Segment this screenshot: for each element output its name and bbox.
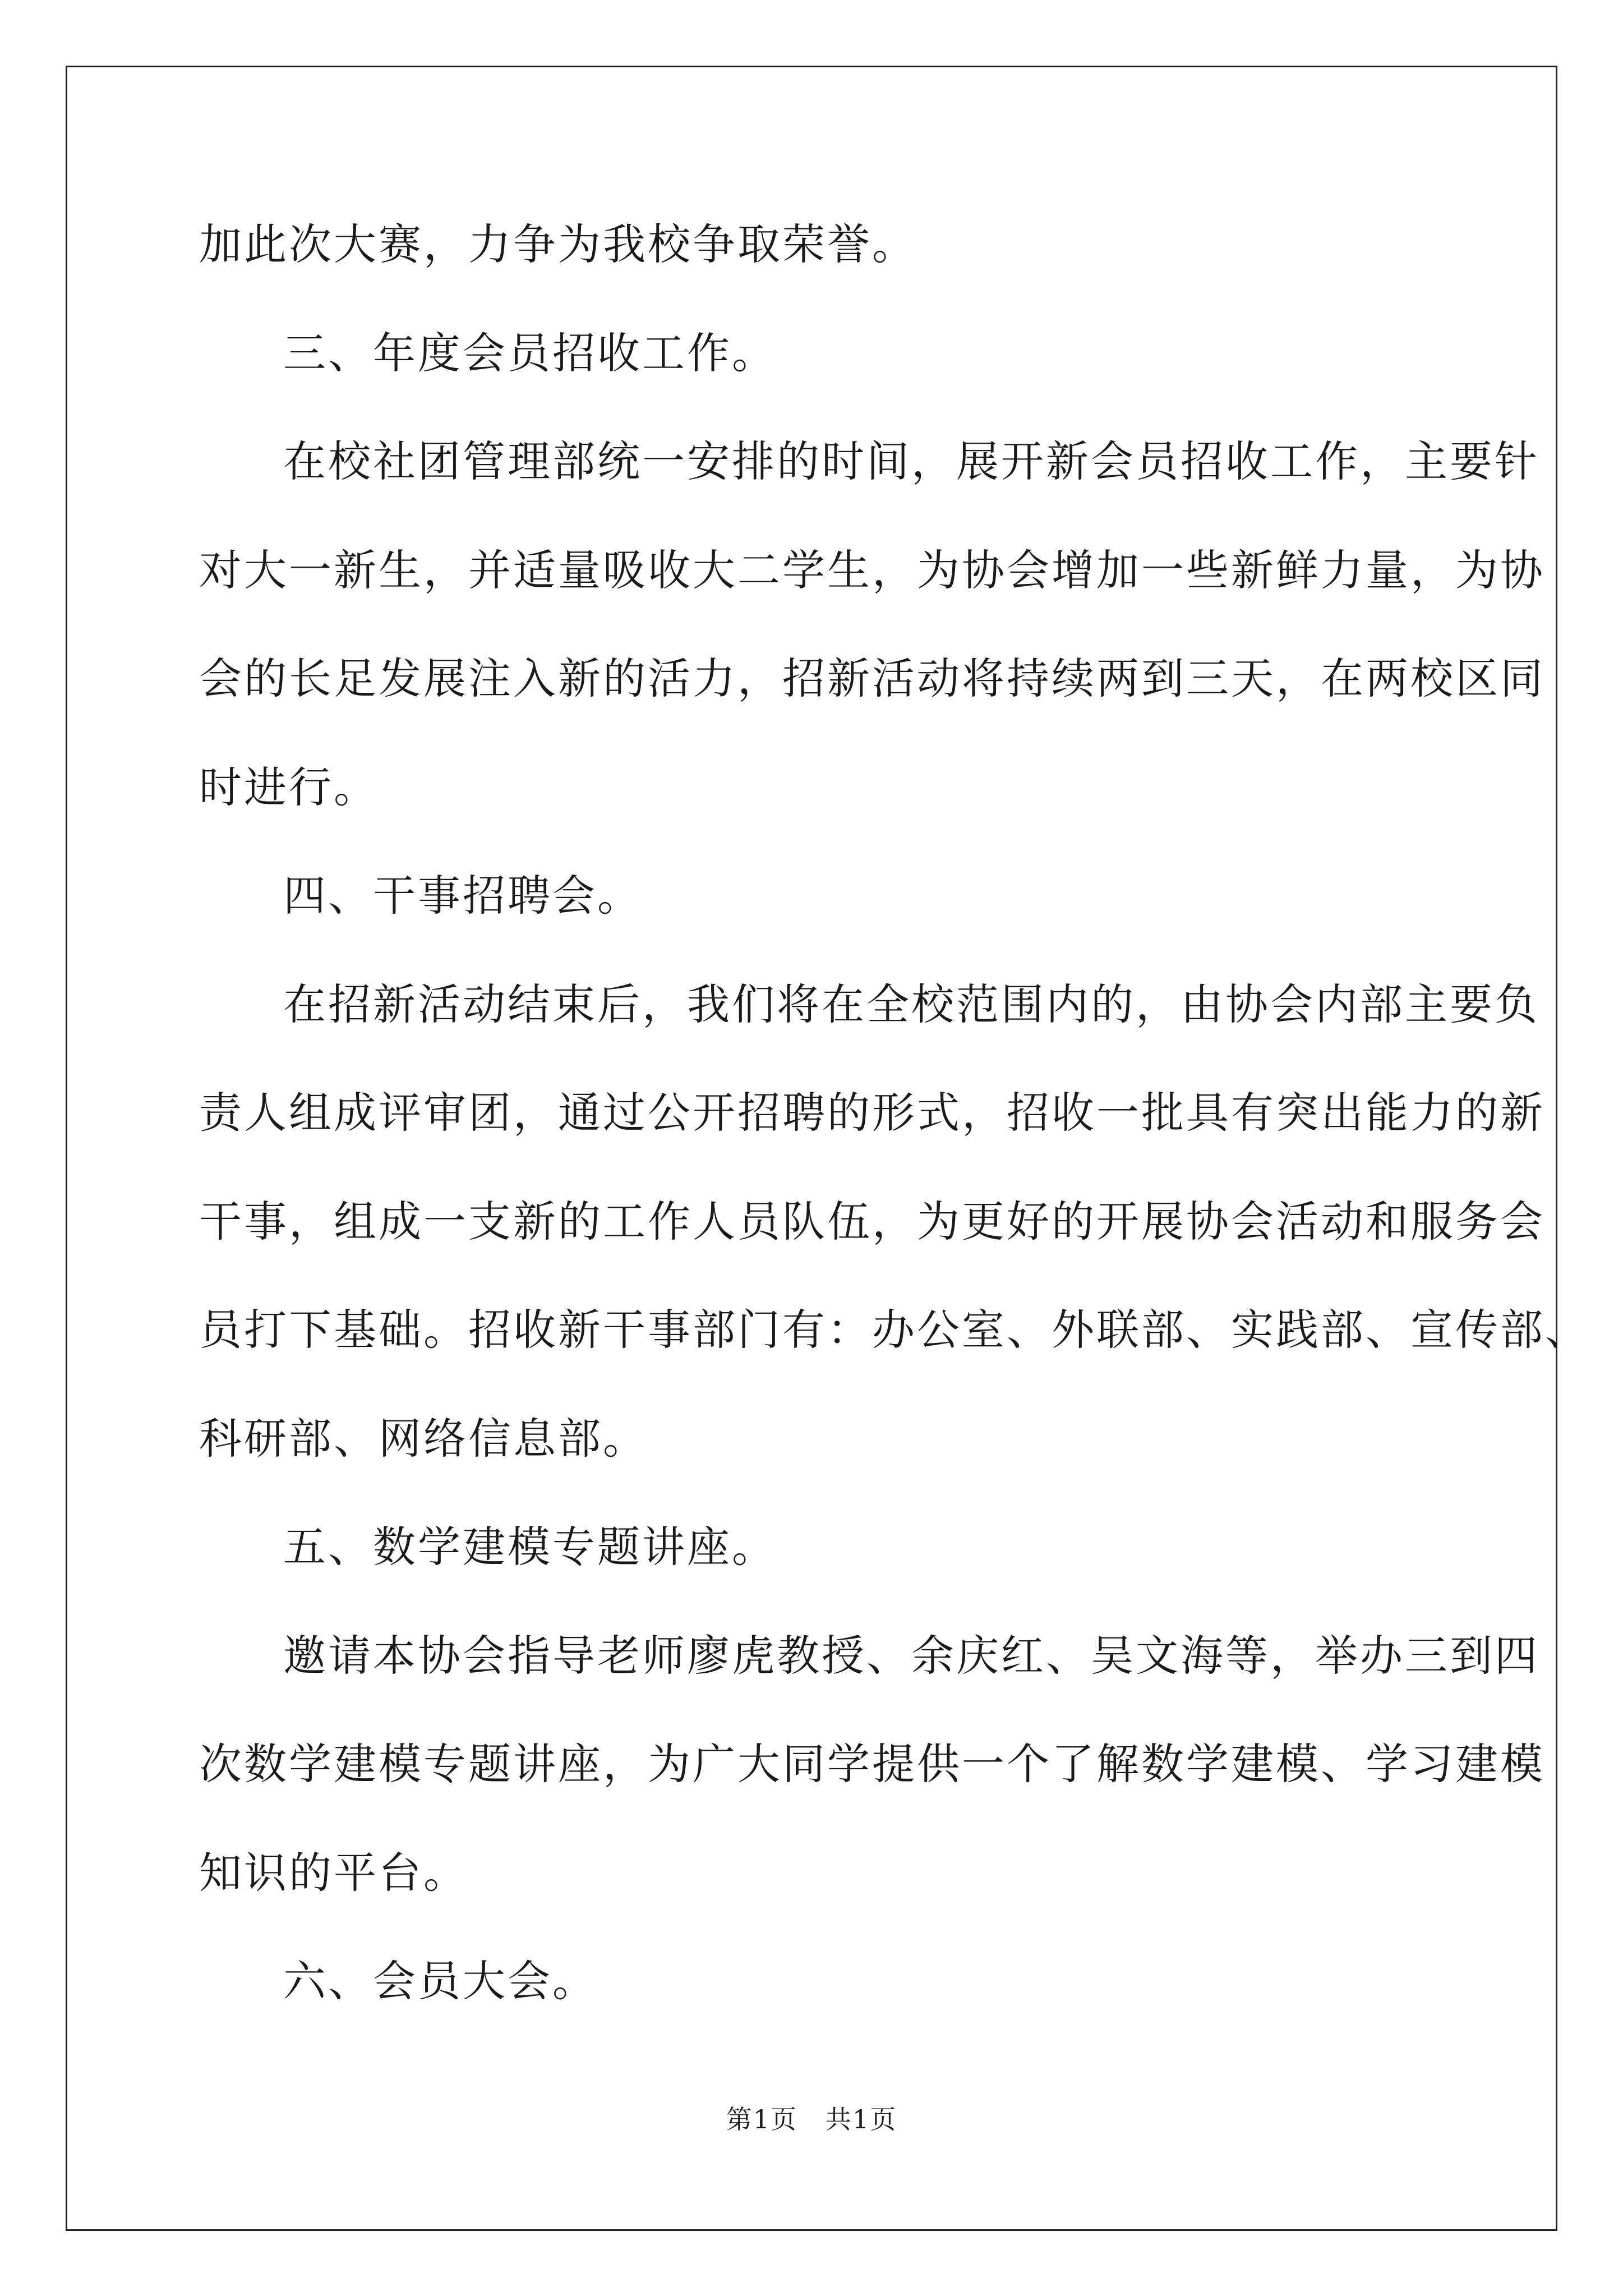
paragraph-line: 在校社团管理部统一安排的时间，展开新会员招收工作，主要针 bbox=[283, 436, 1539, 486]
paragraph-line: 员打下基础。招收新干事部门有：办公室、外联部、实践部、宣传部、 bbox=[199, 1305, 1590, 1355]
paragraph-line: 邀请本协会指导老师廖虎教授、余庆红、吴文海等，举办三到四 bbox=[283, 1631, 1539, 1681]
paragraph-line: 对大一新生，并适量吸收大二学生，为协会增加一些新鲜力量，为协 bbox=[199, 545, 1545, 595]
paragraph-line: 责人组成评审团，通过公开招聘的形式，招收一批具有突出能力的新 bbox=[199, 1088, 1545, 1138]
section-heading: 六、会员大会。 bbox=[283, 1956, 597, 2006]
paragraph-line: 干事，组成一支新的工作人员队伍，为更好的开展协会活动和服务会 bbox=[199, 1197, 1545, 1246]
page-footer: 第1页 共1页 bbox=[726, 2104, 897, 2134]
paragraph-line: 次数学建模专题讲座，为广大同学提供一个了解数学建模、学习建模 bbox=[199, 1739, 1545, 1789]
paragraph-line: 在招新活动结束后，我们将在全校范围内的，由协会内部主要负 bbox=[283, 979, 1539, 1029]
section-heading: 五、数学建模专题讲座。 bbox=[283, 1522, 777, 1572]
paragraph-line: 科研部、网络信息部。 bbox=[199, 1414, 648, 1464]
paragraph-line: 会的长足发展注入新的活力，招新活动将持续两到三天，在两校区同 bbox=[199, 654, 1545, 703]
section-heading: 三、年度会员招收工作。 bbox=[283, 328, 777, 378]
paragraph-line: 知识的平台。 bbox=[199, 1848, 468, 1898]
paragraph-line: 时进行。 bbox=[199, 762, 379, 812]
paragraph-line: 加此次大赛，力争为我校争取荣誉。 bbox=[199, 219, 917, 269]
section-heading: 四、干事招聘会。 bbox=[283, 871, 642, 921]
page-frame bbox=[66, 66, 1590, 2231]
